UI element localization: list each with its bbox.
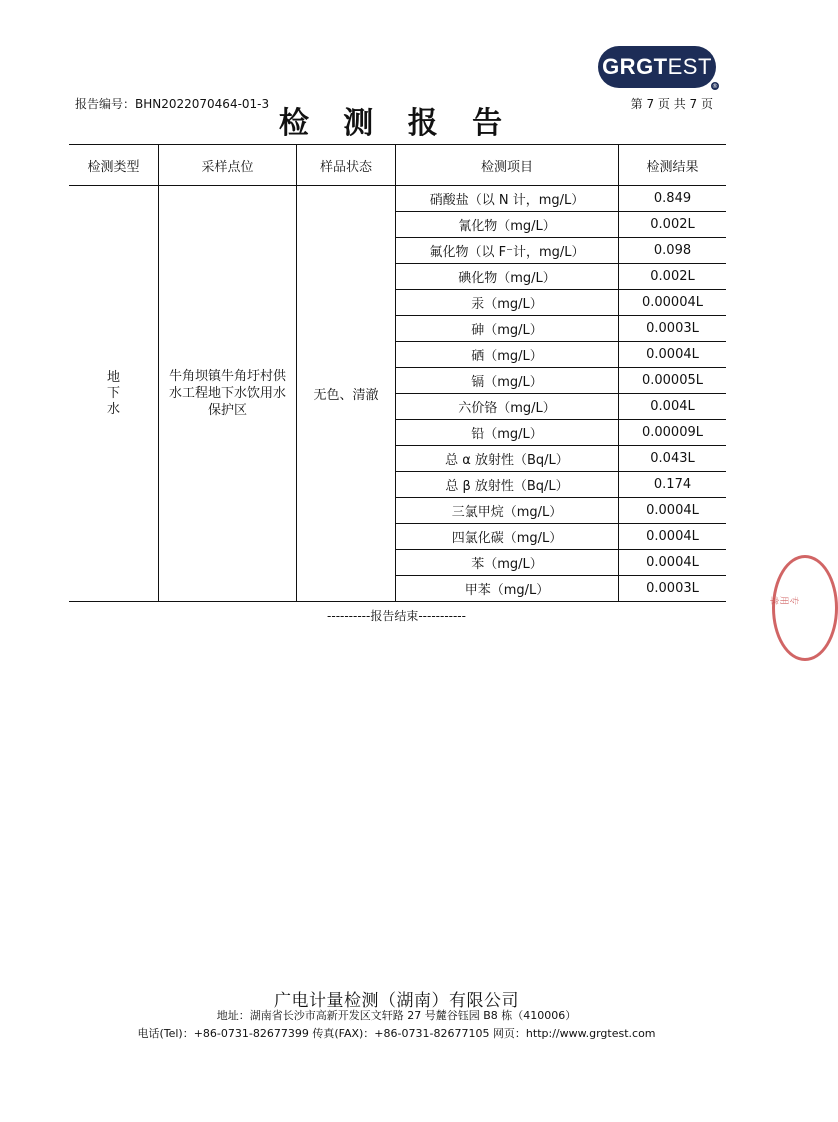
- header-test-result: 检测结果: [619, 145, 727, 186]
- test-item-cell: 汞（mg/L）: [396, 290, 619, 316]
- test-type-char: 下: [106, 385, 120, 401]
- sampling-site-text: 牛角坝镇牛角圩村供水工程地下水饮用水保护区: [168, 369, 286, 418]
- test-result-cell: 0.0003L: [619, 576, 727, 602]
- test-item-cell: 砷（mg/L）: [396, 316, 619, 342]
- registered-mark: ®: [712, 82, 718, 90]
- test-item-cell: 总 α 放射性（Bq/L）: [396, 446, 619, 472]
- company-address: 地址：湖南省长沙市高新开发区文轩路 27 号麓谷钰园 B8 栋（410006）: [216, 1009, 577, 1022]
- company-contact: 电话(Tel)：+86-0731-82677399 传真(FAX)：+86-0731-82677105 网页：http://www.grgtest.com: [137, 1027, 656, 1040]
- sample-state-cell: 无色、清澈: [297, 186, 396, 602]
- grgtest-logo: [598, 46, 716, 88]
- company-name: 广电计量检测（湖南）有限公司: [274, 991, 519, 1011]
- test-result-cell: 0.0004L: [619, 524, 727, 550]
- logo-text-bold: GRGT: [602, 54, 668, 79]
- test-result-cell: 0.043L: [619, 446, 727, 472]
- test-item-cell: 氰化物（mg/L）: [396, 212, 619, 238]
- test-type-char: 地: [106, 369, 120, 385]
- report-number: 报告编号：BHN2022070464-01-3: [75, 97, 270, 111]
- header-sampling-site: 采样点位: [159, 145, 297, 186]
- seal-text: 专用章: [768, 596, 798, 606]
- report-end-line: ----------报告结束-----------: [327, 609, 466, 623]
- test-result-cell: 0.004L: [619, 394, 727, 420]
- test-result-cell: 0.002L: [619, 212, 727, 238]
- table-row: [69, 186, 726, 212]
- test-result-cell: 0.00009L: [619, 420, 727, 446]
- test-item-cell: 硝酸盐（以 N 计，mg/L）: [396, 186, 619, 212]
- results-table: [69, 144, 726, 602]
- test-result-cell: 0.0004L: [619, 550, 727, 576]
- test-item-cell: 镉（mg/L）: [396, 368, 619, 394]
- test-result-cell: 0.098: [619, 238, 727, 264]
- test-result-cell: 0.00004L: [619, 290, 727, 316]
- test-result-cell: 0.0004L: [619, 498, 727, 524]
- header-test-item: 检测项目: [396, 145, 619, 186]
- test-item-cell: 硒（mg/L）: [396, 342, 619, 368]
- test-type-cell: [69, 186, 159, 602]
- logo-text-light: EST: [667, 54, 712, 79]
- test-item-cell: 氟化物（以 F⁻计，mg/L）: [396, 238, 619, 264]
- test-result-cell: 0.0004L: [619, 342, 727, 368]
- test-item-cell: 甲苯（mg/L）: [396, 576, 619, 602]
- test-result-cell: 0.849: [619, 186, 727, 212]
- page-title: 检 测 报 告: [278, 106, 515, 141]
- test-item-cell: 碘化物（mg/L）: [396, 264, 619, 290]
- page-number: 第 7 页 共 7 页: [630, 97, 713, 111]
- test-type-char: 水: [106, 401, 120, 417]
- test-item-cell: 总 β 放射性（Bq/L）: [396, 472, 619, 498]
- sampling-site-cell: [159, 186, 297, 602]
- test-item-cell: 铅（mg/L）: [396, 420, 619, 446]
- test-result-cell: 0.00005L: [619, 368, 727, 394]
- test-item-cell: 苯（mg/L）: [396, 550, 619, 576]
- test-result-cell: 0.002L: [619, 264, 727, 290]
- test-item-cell: 六价铬（mg/L）: [396, 394, 619, 420]
- test-result-cell: 0.174: [619, 472, 727, 498]
- header-test-type: 检测类型: [69, 145, 159, 186]
- table-header-row: [69, 145, 726, 186]
- test-item-cell: 三氯甲烷（mg/L）: [396, 498, 619, 524]
- test-item-cell: 四氯化碳（mg/L）: [396, 524, 619, 550]
- header-sample-state: 样品状态: [297, 145, 396, 186]
- test-result-cell: 0.0003L: [619, 316, 727, 342]
